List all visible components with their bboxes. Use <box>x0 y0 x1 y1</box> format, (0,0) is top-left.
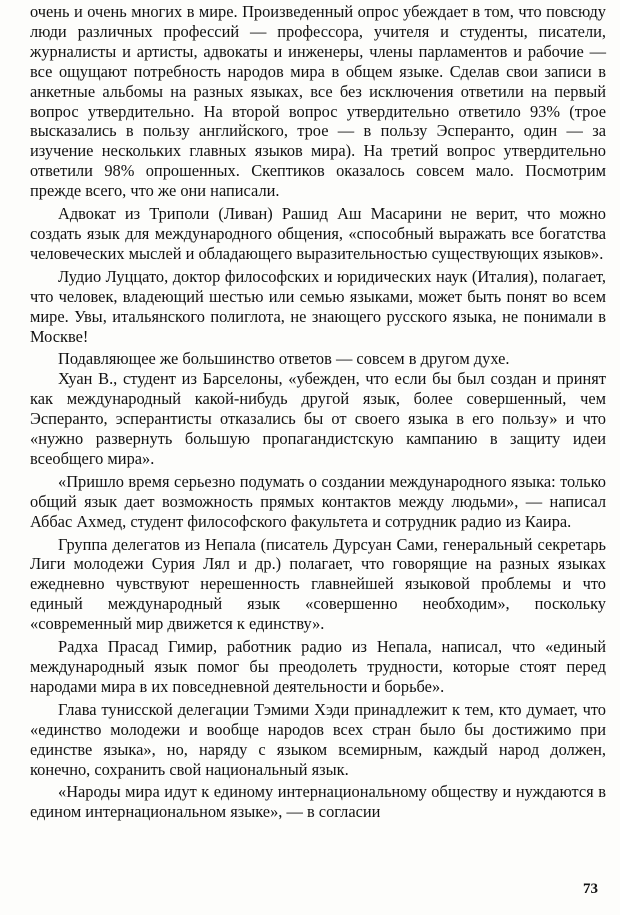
paragraph: Радха Прасад Гимир, работник радио из Непала, написал, что «единый международный язык помог бы преодолеть трудности, которые стоят перед народами мира в их повседневной деятельности и борьбе». <box>30 637 606 696</box>
page-number: 73 <box>583 881 598 897</box>
paragraph: очень и очень многих в мире. Произведенный опрос убеждает в том, что повсюду люди различных профессий — профессора, учителя и студенты, писатели, журналисты и артисты, адвокаты и инженеры, члены парламентов и рабочие — все ощущают потребность народов мира в общем языке. Сделав свои записи в анкетные альбомы на разных языках, все без исключения ответили на первый вопрос утвердительно. На второй вопрос утвердительно ответило 93% (трое высказались в пользу английского, трое — в пользу Эсперанто, один — за изучение нескольких главных языков мира). На третий вопрос утвердительно ответили 98% опрошенных. Скептиков оказалось совсем мало. Посмотрим прежде всего, что же они написали. <box>30 2 606 201</box>
paragraph: Лудио Луццато, доктор философских и юридических наук (Италия), полагает, что человек, владеющий шестью или семью языками, может быть понят во всем мире. Увы, итальянского полиглота, не знающего русского языка, не понимали в Москве! <box>30 266 606 346</box>
body-text <box>30 2 606 822</box>
paragraph: Адвокат из Триполи (Ливан) Рашид Аш Масарини не верит, что можно создать язык для международного общения, «способный выражать все богатства человеческих мыслей и обладающего выразительностью существующих языков». <box>30 204 606 263</box>
paragraph: Подавляющее же большинство ответов — совсем в другом духе. <box>58 349 510 369</box>
paragraph: Хуан В., студент из Барселоны, «убежден, что если бы был создан и принят как международный какой-нибудь другой язык, более совершенный, чем Эсперанто, эсперантисты отказались бы от своего языка в его пользу» и что «нужно развернуть большую пропагандистскую кампанию в защиту идеи всеобщего мира». <box>30 369 606 468</box>
paragraph: «Пришло время серьезно подумать о создании международного языка: только общий язык дает возможность прямых контактов между людьми», — написал Аббас Ахмед, студент философского факультета и сотрудник радио из Каира. <box>30 471 606 531</box>
paragraph: «Народы мира идут к единому интернациональному обществу и нуждаются в едином интернациональном языке», — в согласии <box>30 782 606 822</box>
paragraph: Группа делегатов из Непала (писатель Дурсуан Сами, генеральный секретарь Лиги молодежи Сурия Лял и др.) полагает, что говорящие на разных языках ежедневно чувствуют нерешенность главнейшей языковой проблемы и что единый международный язык «совершенно необходим», поскольку «современный мир движется к единству». <box>30 534 606 634</box>
paragraph: Глава тунисской делегации Тэмими Хэди принадлежит к тем, кто думает, что «единство молодежи и вообще народов всех стран было бы достижимо при единстве языка», но, наряду с языком всемирным, каждый народ должен, конечно, сохранить свой национальный язык. <box>30 699 606 779</box>
